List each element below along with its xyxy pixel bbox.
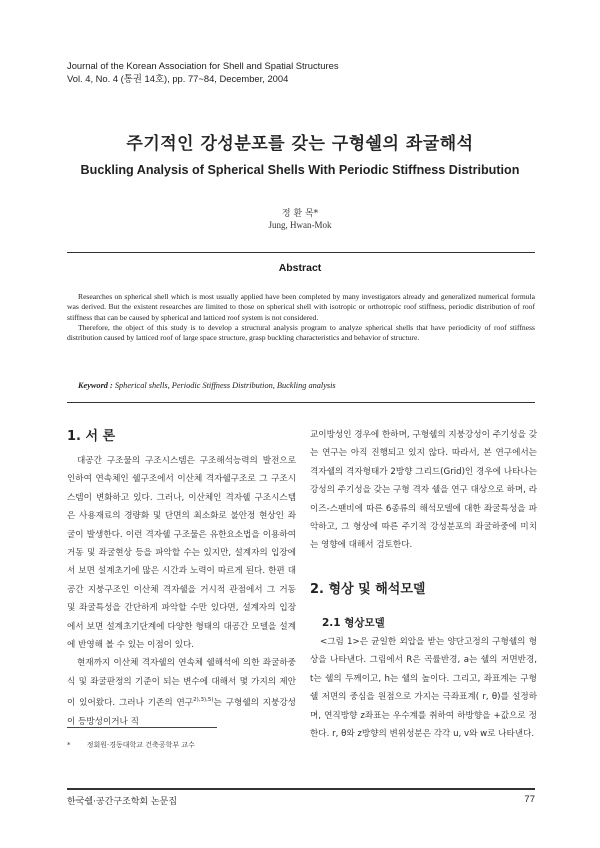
left-column <box>67 452 296 731</box>
body-paragraph: 대공간 구조물의 구조시스템은 구조해석능력의 발전으로 인하여 연속체인 쉘구조에서 이산체 격자쉘구조로 그 구조시스템이 변화하고 있다. 그러나, 이산체인 격자쉘 구조시스템은 사용재료의 경량화 및 단면의 최소화로 불안정 현상인 좌굴이 발생한다. 이런 격자쉘 구조물은 유한요소법을 이용하여 거동 및 좌굴현상 등을 파악할 수는 있지만, 설계자의 입장에서 보면 설계초기에 많은 시간과 노력이 따르게 된다. 한편 대공간 지붕구조인 이산체 격자쉘을 거시적 관점에서 그 거동 및 좌굴특성을 간단하게 파악할 수만 있다면, 설계자의 입장에서 보면 설계초기단계에 다양한 형태의 대공간 모델을 설계에 반영해 볼 수 있는 이점이 있다. <box>67 456 296 651</box>
right-column-bottom <box>310 633 537 743</box>
footnote <box>67 740 195 750</box>
body-paragraph: 교이방성인 경우에 한하며, 구형쉘의 지붕강성이 주기성을 갖는 연구는 아직 진행되고 있지 않다. 따라서, 본 연구에서는 격자쉘의 격자형태가 2방향 그리드(Grid)인 경우에 나타나는 강성의 주기성을 갖는 구형 격자 쉘을 연구 대상으로 하며, 라이즈-스팬비에 따른 6종류의 해석모델에 대한 좌굴특성을 파악하고, 그 형상에 따른 주기적 강성분포의 좌굴하중에 미치는 영향에 대해서 검토한다. <box>310 430 537 551</box>
footnote-rule <box>67 727 217 728</box>
footnote-text: 정회원·경동대학교 건축공학부 교수 <box>86 741 195 749</box>
abstract-paragraph: Therefore, the object of this study is to develop a structural analysis program to analyze spherical shells that have periodicity of roof stiffness distribution caused by latticed roof of large space structure, grasp buckling characteristics and behavior of structure. <box>67 322 535 343</box>
body-paragraph: <그림 1>은 균일한 외압을 받는 양단고정의 구형쉘의 형상을 나타낸다. 그림에서 R은 곡률반경, a는 쉘의 저면반경, t는 쉘의 두께이고, h는 쉘의 높이다. 그리고, 좌표계는 구형쉘 저면의 중심을 원점으로 가지는 극좌표계( r, θ)를 설정하며, 연직방향 z좌표는 우수계를 취하여 하방향을 +값으로 정한다. r, θ와 z방향의 변위성분은 각각 u, v와 w로 나타낸다. <box>310 637 537 740</box>
keywords-label: Keyword : <box>78 381 113 390</box>
keywords <box>78 381 336 390</box>
abstract-paragraph: Researches on spherical shell which is most usually applied have been completed by many investigators already and generalized numerical formula was derived. But the existent researches are limited to those on spherical shell with isotropic or orthotropic roof stiffness, periodic distribution of roof stiffness that can be caused by spherical and latticed roof system is not considered. <box>67 292 535 322</box>
subsection-heading: 2.1 형상모델 <box>322 617 385 629</box>
body-paragraph <box>67 654 296 730</box>
abstract-heading: Abstract <box>278 262 322 274</box>
journal-volume: Vol. 4, No. 4 (통권 14호), pp. 77~84, December, 2004 <box>67 73 289 84</box>
section-heading: 1. 서 론 <box>67 429 116 444</box>
author-english: Jung, Hwan-Mok <box>268 220 332 230</box>
page-number: 77 <box>524 794 535 805</box>
footer-journal: 한국쉘·공간구조학회 논문집 <box>67 797 178 807</box>
title-english: Buckling Analysis of Spherical Shells With Periodic Stiffness Distribution <box>80 163 520 177</box>
journal-header <box>67 59 339 85</box>
footnote-marker: * <box>67 741 71 749</box>
right-column-top <box>310 426 537 555</box>
abstract-bottom-rule <box>67 402 535 403</box>
body-text: 현재까지 이산체 격자쉘의 연속체 쉘해석에 의한 좌굴하중식 및 좌굴판정의 기준이 되는 변수에 대해서 몇 가지의 제안이 있어왔다. 그러나 기존의 연구 <box>67 658 296 709</box>
footer-rule <box>67 788 535 790</box>
title-korean: 주기적인 강성분포를 갖는 구형쉘의 좌굴해석 <box>126 134 474 154</box>
body-text: 는 구형쉘의 지붕강성이 등방성이거나 직 <box>67 698 296 727</box>
keywords-text: Spherical shells, Periodic Stiffness Distribution, Buckling analysis <box>114 381 336 390</box>
abstract-body <box>67 292 535 343</box>
journal-name: Journal of the Korean Association for Shell and Spatial Structures <box>67 60 339 71</box>
citation: 2),3),5) <box>193 697 214 704</box>
author-korean: 정 환 목* <box>281 209 319 219</box>
section-heading: 2. 형상 및 해석모델 <box>310 582 426 597</box>
abstract-top-rule <box>67 252 535 253</box>
